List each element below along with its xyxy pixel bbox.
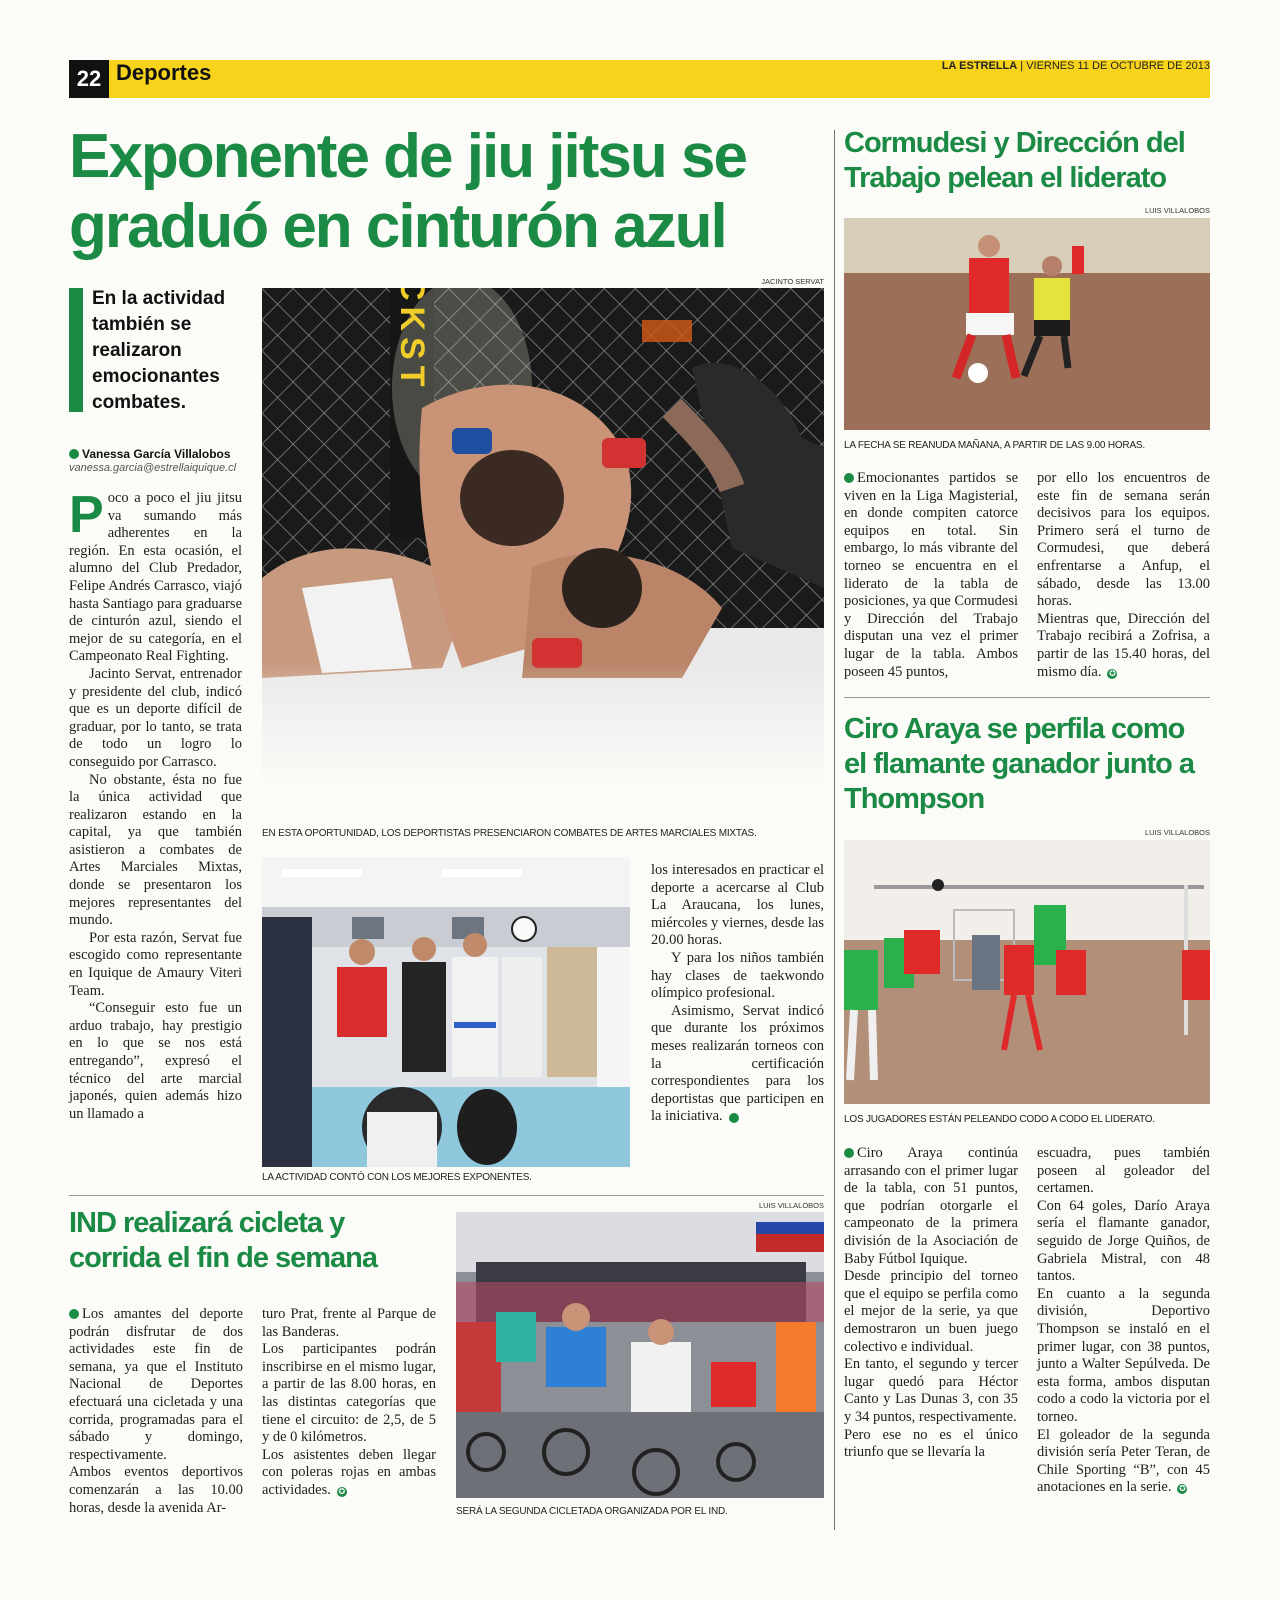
soccer-photo	[844, 218, 1210, 430]
kicker-bar	[69, 288, 83, 412]
paragraph: Emocionantes partidos se viven en la Liga Magisterial, en donde compiten catorce equipos en total. Sin embargo, lo más vibrante del torneo se encuentra en el liderato de la tabla de posiciones, ya que Cormudesi y Dirección del Trabajo disputan una vez el primer lugar de la tabla. Ambos poseen 45 puntos,	[844, 470, 1018, 680]
main-article-column-1	[69, 486, 242, 1123]
paragraph: Por esta razón, Servat fue escogido como representante en Iquique de Amaury Viteri Team.	[69, 929, 242, 999]
author-email[interactable]: vanessa.garcia@estrellaiquique.cl	[69, 462, 237, 474]
photo-credit: LUIS VILLALOBOS	[1144, 828, 1210, 837]
paragraph: por ello los encuentros de este fin de semana serán decisivos para los equipos. Primero será el turno de Cormudesi, que deberá enfrentarse a Anfup, el sábado, desde las 13.00 horas.	[1037, 470, 1210, 610]
paragraph: Poco a poco el jiu jitsu va sumando más adherentes en la región. En esta ocasión, el alumno del Club Predador, Felipe Andrés Carrasco, viajó hasta Santiago para graduarse de cinturón azul, siendo el mejor de su categoría, en el Campeonato Real Fighting.	[69, 486, 242, 665]
paragraph: los interesados en practicar el deporte a acercarse al Club La Araucana, los lunes, miércoles y viernes, desde las 20.00 horas.	[651, 862, 824, 949]
page-number: 22	[69, 60, 109, 98]
paragraph: Los amantes del deporte podrán disfrutar de dos actividades este fin de semana, ya que el Instituto Nacional de Deportes efectuará una cicletada y una corrida, programadas para el sábado y domingo, respectivamente.	[69, 1306, 243, 1463]
column-divider	[834, 130, 835, 1530]
paragraph: “Conseguir esto fue un arduo trabajo, hay prestigio en lo que se nos está entregando”, expresó el técnico del arte marcial japonés, quien además hizo un llamado a	[69, 1000, 242, 1122]
section-title: Deportes	[116, 60, 212, 85]
section-divider	[844, 697, 1210, 698]
paragraph: Pero ese no es el único triunfo que se llevaría la	[844, 1426, 1018, 1461]
photo-caption: SERÁ LA SEGUNDA CICLETADA ORGANIZADA POR EL IND.	[456, 1506, 728, 1517]
bullet-icon	[69, 449, 79, 459]
byline	[69, 447, 269, 461]
kicker: En la actividad también se realizaron emocionantes combates.	[92, 288, 226, 413]
ciro-column-2	[1037, 1145, 1210, 1497]
dateline: LA ESTRELLA | VIERNES 11 DE OCTUBRE DE 2013	[941, 60, 1210, 72]
end-mark-icon: ✪	[1109, 668, 1116, 678]
dojo-photo	[262, 857, 630, 1167]
ciro-headline: Ciro Araya se perfila como el flamante ganador junto a Thompson	[844, 713, 1195, 815]
paragraph: Asimismo, Servat indicó que durante los próximos meses realizarán torneos con la certificación correspondientes para los deportistas que participen en la iniciativa. ✪	[651, 1002, 824, 1125]
bullet-icon	[844, 473, 854, 483]
ind-headline: IND realizará cicleta y corrida el fin de semana	[69, 1207, 378, 1274]
author-name: Vanessa García Villalobos	[82, 447, 231, 461]
issue-date: VIERNES 11 DE OCTUBRE DE 2013	[1026, 60, 1210, 72]
paragraph: En tanto, el segundo y tercer lugar quedó para Héctor Canto y Las Dunas 3, con 35 y 34 puntos, respectivamente.	[844, 1356, 1018, 1425]
paragraph: En cuanto a la segunda división, Deportivo Thompson se instaló en el primer lugar, con 38 puntos, junto a Walter Sepúlveda. De esta forma, ambos disputan codo a codo la victoria por el torneo.	[1037, 1285, 1210, 1425]
mma-fight-photo	[262, 288, 824, 788]
drop-cap: P	[69, 486, 104, 544]
main-article-column-2	[651, 862, 824, 1126]
bullet-icon	[844, 1148, 854, 1158]
paragraph: Los participantes podrán inscribirse en el mismo lugar, a partir de las 8.00 horas, en las distintas categorías que tiene el circuito: de 2,5, de 5 y de 0 kilómetros.	[262, 1341, 436, 1446]
end-mark-icon: ✪	[1179, 1484, 1186, 1494]
paragraph: Y para los niños también hay clases de taekwondo olímpico profesional.	[651, 949, 824, 1002]
paragraph: Ciro Araya continúa arrasando con el primer lugar de la tabla, con 51 puntos, que podrían otorgarle el campeonato de la primera división de la Asociación de Baby Fútbol Iquique.	[844, 1145, 1018, 1267]
baby-futbol-photo	[844, 840, 1210, 1104]
bullet-icon	[69, 1309, 79, 1319]
paragraph: No obstante, ésta no fue la única actividad que realizaron estando en la capital, ya que también asistieron a combates de Artes Marciales Mixtas, donde se presentaron los mejores representantes del mundo.	[69, 771, 242, 929]
paragraph: Desde principio del torneo que el equipo se perfila como el mejor de la serie, ya que demostraron un buen juego colectivo e individual.	[844, 1268, 1018, 1355]
paragraph: Jacinto Servat, entrenador y presidente del club, indicó que es un deporte difícil de graduar, por lo tanto, se trata de todo un logro lo conseguido por Carrasco.	[69, 665, 242, 770]
main-headline: Exponente de jiu jitsu se graduó en cinturón azul	[69, 122, 746, 261]
paragraph: turo Prat, frente al Parque de las Banderas.	[262, 1306, 436, 1340]
cormudesi-column-1	[844, 470, 1018, 681]
paragraph: Ambos eventos deportivos comenzarán a las 10.00 horas, desde la avenida Ar-	[69, 1464, 243, 1516]
end-mark-icon: ✪	[338, 1486, 346, 1496]
paragraph: Mientras que, Dirección del Trabajo recibirá a Zofrisa, a partir de las 15.40 horas, del mismo día. ✪	[1037, 610, 1210, 680]
paragraph: El goleador de la segunda división sería Peter Teran, de Chile Sporting “B”, con 45 anotaciones en la serie. ✪	[1037, 1426, 1210, 1496]
ind-column-2	[262, 1306, 436, 1500]
paper-name: LA ESTRELLA	[941, 60, 1018, 72]
end-mark-icon: ✪	[729, 1113, 739, 1123]
photo-caption: EN ESTA OPORTUNIDAD, LOS DEPORTISTAS PRESENCIARON COMBATES DE ARTES MARCIALES MIXTAS.	[262, 828, 757, 839]
photo-caption: LOS JUGADORES ESTÁN PELEANDO CODO A CODO EL LIDERATO.	[844, 1114, 1155, 1125]
cormudesi-column-2	[1037, 470, 1210, 681]
paragraph: escuadra, pues también poseen al goleador del certamen.	[1037, 1145, 1210, 1197]
photo-credit: JACINTO SERVAT	[761, 277, 824, 286]
photo-credit: LUIS VILLALOBOS	[1144, 206, 1210, 215]
section-divider	[69, 1195, 824, 1196]
cycling-photo	[456, 1212, 824, 1498]
photo-caption: LA FECHA SE REANUDA MAÑANA, A PARTIR DE LAS 9.00 HORAS.	[844, 440, 1145, 451]
photo-caption: LA ACTIVIDAD CONTÓ CON LOS MEJORES EXPONENTES.	[262, 1172, 532, 1183]
ciro-column-1	[844, 1145, 1018, 1462]
paragraph: Los asistentes deben llegar con poleras rojas en ambas actividades. ✪	[262, 1446, 436, 1498]
cormudesi-headline: Cormudesi y Dirección del Trabajo pelean el liderato	[844, 127, 1185, 194]
photo-credit: LUIS VILLALOBOS	[758, 1201, 824, 1210]
ind-column-1	[69, 1306, 243, 1517]
paragraph: Con 64 goles, Darío Araya sería el flamante ganador, seguido de Jorge Quiños, de Gabriela Mistral, con 48 tantos.	[1037, 1197, 1210, 1285]
